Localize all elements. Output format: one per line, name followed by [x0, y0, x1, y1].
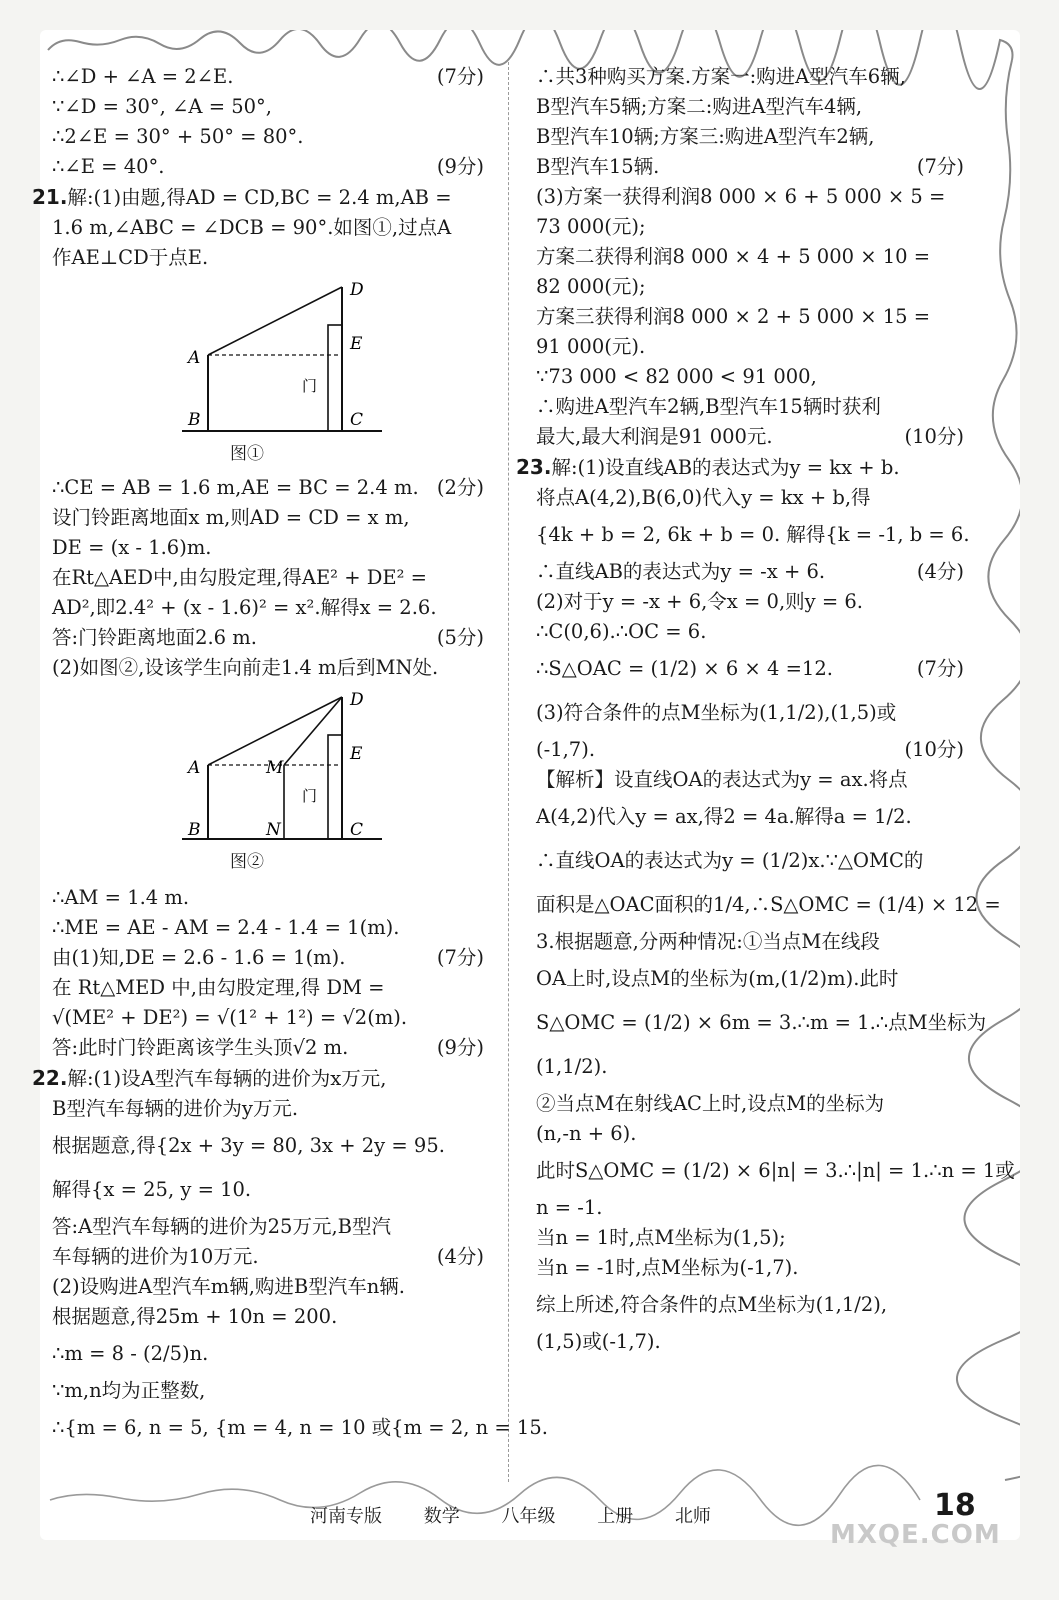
text-line: 3.根据题意,分两种情况:①当点M在线段 [536, 930, 880, 953]
text-line: 答:门铃距离地面2.6 m. (5分) [52, 626, 484, 649]
text-line: ∵73 000 < 82 000 < 91 000, [536, 365, 817, 388]
text-line: (2)对于y = -x + 6,令x = 0,则y = 6. [536, 590, 863, 613]
text-line: 【解析】设直线OA的表达式为y = ax.将点 [536, 768, 908, 791]
question-22-continued [536, 62, 964, 452]
label-D: D [350, 690, 364, 710]
text-line: ∴CE = AB = 1.6 m,AE = BC = 2.4 m. (2分) [52, 476, 484, 499]
text-line: 最大,最大利润是91 000元. (10分) [536, 425, 964, 448]
label-D: D [350, 280, 364, 300]
figure-2-caption: 图② [230, 852, 264, 872]
text-line: 面积是△OAC面积的1/4,∴S△OMC = (1/4) × 12 = [536, 893, 1001, 916]
text-line: (3)符合条件的点M坐标为(1,1/2),(1,5)或 [536, 701, 897, 724]
watermark: MXQE.COM [830, 1520, 1001, 1550]
text-line: 答:A型汽车每辆的进价为25万元,B型汽 [52, 1215, 391, 1238]
text-line: ∴m = 8 - (2/5)n. [52, 1342, 209, 1365]
text-line: {4k + b = 2, 6k + b = 0. 解得{k = -1, b = 6. [536, 523, 970, 546]
question-number: 21. [32, 185, 68, 209]
text-line: ∴C(0,6).∴OC = 6. [536, 620, 707, 643]
text-line: 21.解:(1)由题,得AD = CD,BC = 2.4 m,AB = [32, 185, 452, 209]
text-line: 当n = 1时,点M坐标为(1,5); [536, 1226, 786, 1249]
text-line: ∵m,n均为正整数, [52, 1379, 206, 1402]
question-number: 22. [32, 1066, 68, 1090]
label-A: A [188, 348, 201, 368]
column-divider [508, 62, 509, 1482]
text-line: (1,5)或(-1,7). [536, 1330, 661, 1353]
label-door: 门 [302, 377, 318, 395]
text-line: ∴2∠E = 30° + 50° = 80°. [52, 125, 304, 148]
text-line: ∴{m = 6, n = 5, {m = 4, n = 10 或{m = 2, n = 15. [52, 1416, 548, 1439]
text-line: 当n = -1时,点M坐标为(-1,7). [536, 1256, 799, 1279]
question-23 [516, 452, 1015, 1357]
label-M: M [266, 758, 284, 778]
text-line: 此时S△OMC = (1/2) × 6|n| = 3.∴|n| = 1.∴n = 1或 [536, 1159, 1015, 1182]
text-line: 作AE⊥CD于点E. [52, 246, 209, 269]
text-line: A(4,2)代入y = ax,得2 = 4a.解得a = 1/2. [536, 805, 912, 828]
text-line: ∴AM = 1.4 m. [52, 886, 190, 909]
footer-item: 数学 [423, 1506, 460, 1527]
text-line: (1,1/2). [536, 1055, 608, 1078]
text-line: 设门铃距离地面x m,则AD = CD = x m, [52, 506, 410, 529]
question-number: 23. [516, 455, 552, 479]
question-22 [32, 1063, 548, 1450]
text-line: (3)方案一获得利润8 000 × 6 + 5 000 × 5 = [536, 185, 946, 208]
figure-1-diagram [52, 279, 484, 469]
text-line: (n,-n + 6). [536, 1122, 637, 1145]
footer [310, 1502, 737, 1528]
text-line: 车每辆的进价为10万元. (4分) [52, 1245, 484, 1268]
footer-item: 八年级 [501, 1506, 556, 1527]
text-line: 解得{x = 25, y = 10. [52, 1178, 252, 1201]
text-line: ②当点M在射线AC上时,设点M的坐标为 [536, 1092, 885, 1115]
text-line: 根据题意,得25m + 10n = 200. [52, 1305, 338, 1328]
text-line: ∴直线OA的表达式为y = (1/2)x.∵△OMC的 [536, 849, 924, 872]
text-line: ∴直线AB的表达式为y = -x + 6. (4分) [536, 560, 964, 583]
text-line: 在Rt△AED中,由勾股定理,得AE² + DE² = [52, 566, 427, 589]
text-line: AD²,即2.4² + (x - 1.6)² = x².解得x = 2.6. [52, 596, 437, 619]
figure-1-caption: 图① [230, 444, 264, 464]
label-N: N [266, 820, 281, 840]
text-line: B型汽车5辆;方案二:购进A型汽车4辆, [536, 95, 863, 118]
label-B: B [188, 820, 201, 840]
text-line: 答:此时门铃距离该学生头顶√2 m. (9分) [52, 1036, 484, 1059]
text-line: (-1,7). (10分) [536, 738, 964, 761]
footer-item: 上册 [597, 1506, 634, 1527]
text-line: 方案二获得利润8 000 × 4 + 5 000 × 10 = [536, 245, 931, 268]
text-line: B型汽车10辆;方案三:购进A型汽车2辆, [536, 125, 875, 148]
text-line: (2)设购进A型汽车m辆,购进B型汽车n辆. [52, 1275, 405, 1298]
text-line: ∴共3种购买方案.方案一:购进A型汽车6辆, [536, 65, 906, 88]
text-line: ∵∠D = 30°, ∠A = 50°, [52, 95, 272, 118]
text-line: 91 000(元). [536, 335, 646, 358]
text-line: 23.解:(1)设直线AB的表达式为y = kx + b. [516, 455, 900, 479]
text-line: S△OMC = (1/2) × 6m = 3.∴m = 1.∴点M坐标为 [536, 1011, 987, 1034]
figure-2-diagram [52, 689, 484, 879]
right-column [516, 62, 1015, 1357]
text-line: 82 000(元); [536, 275, 646, 298]
text-line: 由(1)知,DE = 2.6 - 1.6 = 1(m). (7分) [52, 946, 484, 969]
page-number: 18 [934, 1488, 976, 1523]
text-line: ∴购进A型汽车2辆,B型汽车15辆时获利 [536, 395, 881, 418]
text-line: ∴∠D + ∠A = 2∠E. (7分) [52, 65, 484, 88]
text-line: 22.解:(1)设A型汽车每辆的进价为x万元, [32, 1066, 387, 1090]
question-21 [32, 182, 484, 1063]
text-line: n = -1. [536, 1196, 603, 1219]
figure-1 [52, 279, 484, 469]
text-line: ∴∠E = 40°. (9分) [52, 155, 484, 178]
label-B: B [188, 410, 201, 430]
text-line: 1.6 m,∠ABC = ∠DCB = 90°.如图①,过点A [52, 216, 452, 239]
text-line: √(ME² + DE²) = √(1² + 1²) = √2(m). [52, 1006, 408, 1029]
label-E: E [350, 744, 363, 764]
text-line: 在 Rt△MED 中,由勾股定理,得 DM = [52, 976, 385, 999]
label-door: 门 [302, 787, 318, 805]
text-line: ∴ME = AE - AM = 2.4 - 1.4 = 1(m). [52, 916, 400, 939]
footer-item: 河南专版 [310, 1506, 382, 1527]
block1 [52, 62, 484, 182]
label-E: E [350, 334, 363, 354]
footer-item: 北师 [674, 1506, 711, 1527]
text-line: (2)如图②,设该学生向前走1.4 m后到MN处. [52, 656, 439, 679]
text-line: 综上所述,符合条件的点M坐标为(1,1/2), [536, 1293, 888, 1316]
text-line: B型汽车15辆. (7分) [536, 155, 964, 178]
label-A: A [188, 758, 201, 778]
text-line: 根据题意,得{2x + 3y = 80, 3x + 2y = 95. [52, 1134, 445, 1157]
label-C: C [350, 410, 364, 430]
text-line: B型汽车每辆的进价为y万元. [52, 1097, 299, 1120]
text-line: 方案三获得利润8 000 × 2 + 5 000 × 15 = [536, 305, 931, 328]
text-line: 将点A(4,2),B(6,0)代入y = kx + b,得 [536, 486, 871, 509]
text-line: ∴S△OAC = (1/2) × 6 × 4 =12. (7分) [536, 657, 964, 680]
text-line: DE = (x - 1.6)m. [52, 536, 212, 559]
text-line: 73 000(元); [536, 215, 646, 238]
label-C: C [350, 820, 364, 840]
figure-2 [52, 689, 484, 879]
text-line: OA上时,设点M的坐标为(m,(1/2)m).此时 [536, 967, 899, 990]
